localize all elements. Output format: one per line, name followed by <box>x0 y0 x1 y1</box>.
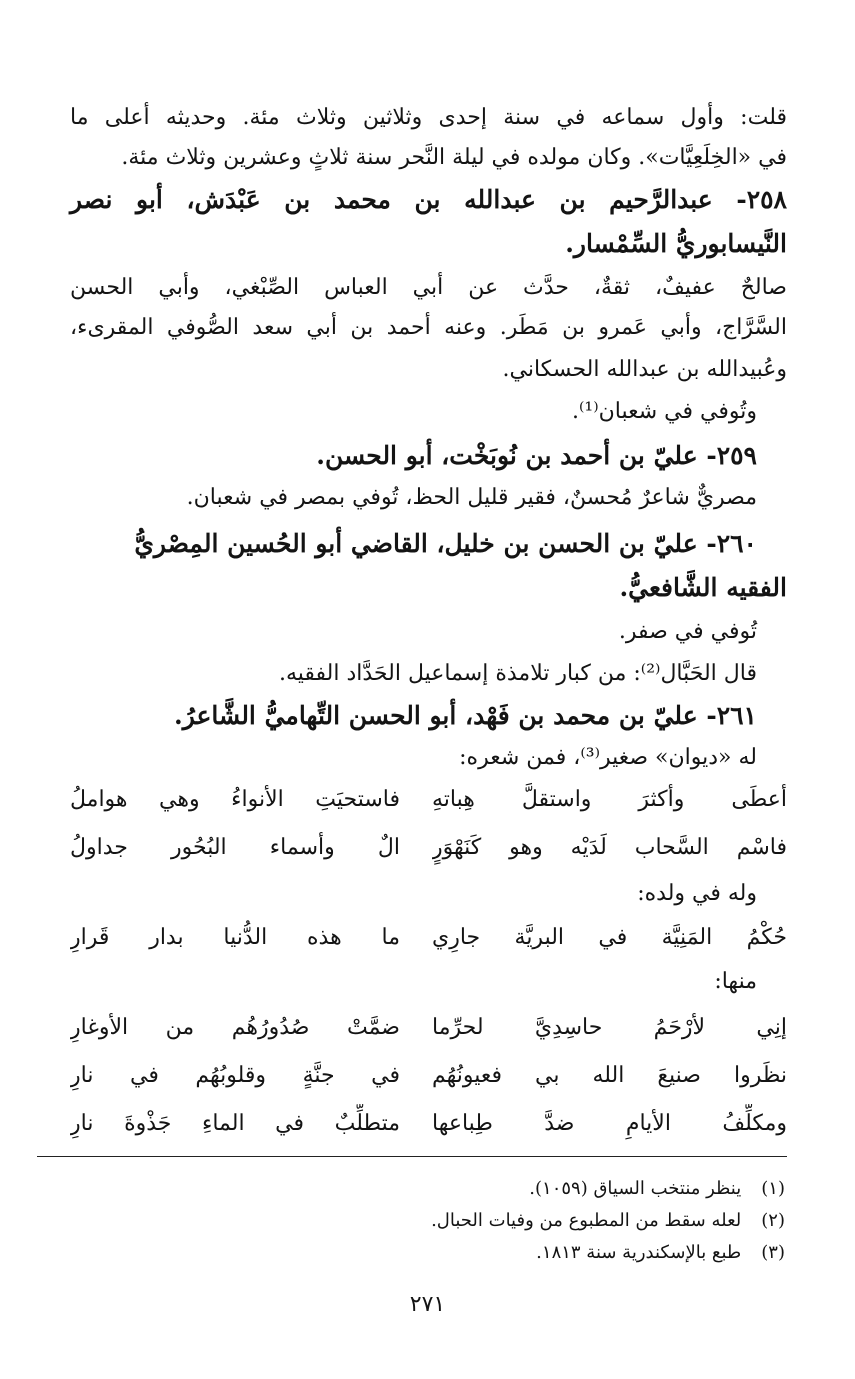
verse-second-hemistich: متطلِّبٌ في الماءِ جَذْوةَ نارِ <box>70 1111 400 1136</box>
footnote-text: لعله سقط من المطبوع من وفيات الحبال. <box>431 1210 742 1231</box>
text-line: له «ديوان» صغير⁽³⁾، فمن شعره: <box>459 745 757 770</box>
verse-first-hemistich: ومكلِّفُ الأيامِ ضدَّ طِباعها <box>432 1111 787 1136</box>
footnote-number: (١) <box>761 1178 785 1199</box>
verse-first-hemistich: حُكْمُ المَنِيَّة في البريَّة جارِي <box>432 925 787 950</box>
page-number: ٢٧١ <box>409 1292 446 1317</box>
text-line: السَّرَّاج، وأبي عَمرو بن مَطَر. وعنه أحمد بن أبي سعد الصُّوفي المقرىء، <box>70 315 787 340</box>
verse-first-hemistich: فاسْم السَّحاب لَدَيْه وهو كَنَهْوَرٍ <box>432 835 787 860</box>
footnote-divider <box>37 1156 787 1157</box>
verse-second-hemistich: فاستحيَتِ الأنواءُ وهي هواملُ <box>70 787 400 812</box>
verse-second-hemistich: الٌ وأسماء البُحُور جداولُ <box>70 835 400 860</box>
footnote-number: (٢) <box>761 1210 785 1231</box>
text-line: منها: <box>714 969 757 994</box>
text-line: وعُبيدالله بن عبدالله الحسكاني. <box>502 357 787 382</box>
verse-first-hemistich: إنِي لأرْحَمُ حاسِدِيَّ لحرِّما <box>432 1015 787 1040</box>
entry-heading-260-cont: الفقيه الشَّافعيُّ. <box>619 573 787 602</box>
poem-verse <box>70 1056 787 1096</box>
verse-second-hemistich: ضمَّتْ صُدُورُهُم من الأوغارِ <box>70 1015 400 1040</box>
entry-heading-260: ٢٦٠- عليّ بن الحسن بن خليل، القاضي أبو الحُسين المِصْريُّ <box>134 529 757 558</box>
text-line: في «الخِلَعِيَّات». وكان مولده في ليلة النَّحر سنة ثلاثٍ وعشرين وثلاث مئة. <box>121 145 787 170</box>
text-line: وله في ولده: <box>637 881 757 906</box>
verse-second-hemistich: ما هذه الدُّنيا بدار قَرارِ <box>70 925 400 950</box>
entry-heading-258: ٢٥٨- عبدالرَّحيم بن عبدالله بن محمد بن عَبْدَش، أبو نصر <box>70 185 787 214</box>
text-line: صالحٌ عفيفٌ، ثقةٌ، حدَّث عن أبي العباس الصِّبْغي، وأبي الحسن <box>70 275 787 300</box>
text-line: مصريٌّ شاعرٌ مُحسنٌ، فقير قليل الحظ، تُوفي بمصر في شعبان. <box>186 485 757 510</box>
poem-verse <box>70 1008 787 1048</box>
footnote <box>70 1206 785 1236</box>
poem-verse <box>70 828 787 868</box>
poem-verse <box>70 780 787 820</box>
footnote <box>70 1174 785 1204</box>
footnote-text: طبع بالإسكندرية سنة ١٨١٣. <box>536 1242 742 1263</box>
poem-verse <box>70 918 787 958</box>
text-line: تُوفي في صفر. <box>618 619 757 644</box>
footnote-number: (٣) <box>761 1242 785 1263</box>
entry-heading-258-cont: النَّيسابوريُّ السِّمْسار. <box>565 229 787 258</box>
footnote-text: ينظر منتخب السياق (١٠٥٩). <box>529 1178 742 1199</box>
text-line: قلت: وأول سماعه في سنة إحدى وثلاثين وثلاث مئة. وحديثه أعلى ما <box>70 105 787 130</box>
footnote <box>70 1238 785 1268</box>
entry-heading-261: ٢٦١- عليّ بن محمد بن فَهْد، أبو الحسن التِّهاميُّ الشَّاعرُ. <box>173 701 757 730</box>
verse-second-hemistich: في جنَّةٍ وقلوبُهُم في نارِ <box>70 1063 400 1088</box>
entry-heading-259: ٢٥٩- عليّ بن أحمد بن نُوبَخْت، أبو الحسن. <box>316 441 757 470</box>
text-line: وتُوفي في شعبان⁽¹⁾. <box>572 399 757 424</box>
verse-first-hemistich: أعطَى وأكثرَ واستقلَّ هِباتهِ <box>432 787 787 812</box>
text-line: قال الحَبَّال⁽²⁾: من كبار تلامذة إسماعيل الحَدَّاد الفقيه. <box>278 661 757 686</box>
poem-verse <box>70 1104 787 1144</box>
verse-first-hemistich: نظَروا صنيعَ الله بي فعيونُهُم <box>432 1063 787 1088</box>
